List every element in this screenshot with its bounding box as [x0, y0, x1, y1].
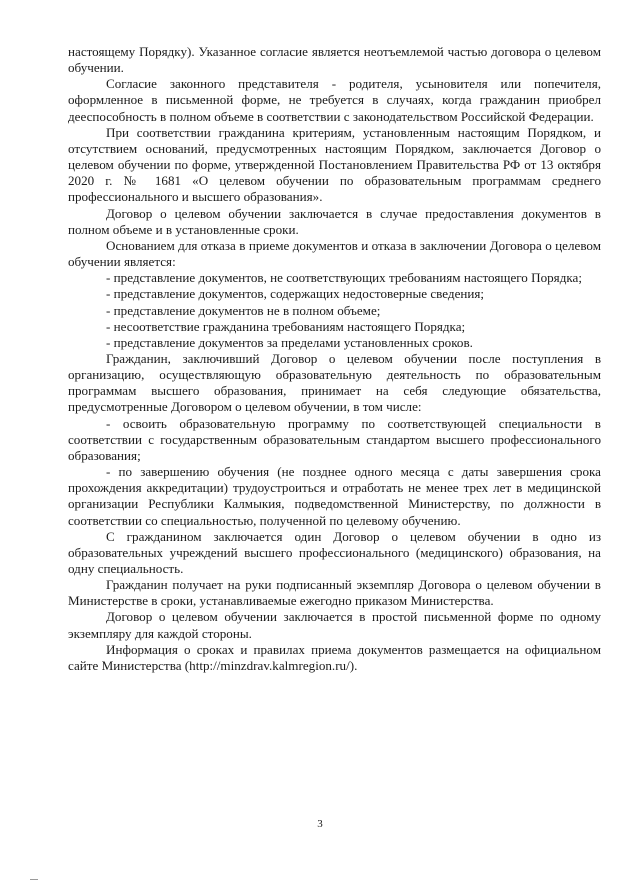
paragraph: Гражданин, заключивший Договор о целевом обучении после поступления в организацию, осуществляющую образовательную деятельность по образовательным программам высшего образования, принимает на себя следующие обязательства, предусмотренные Договором о целевом обучении, в том числе:: [68, 350, 601, 415]
list-item: - по завершению обучения (не позднее одного месяца с даты завершения срока прохождения аккредитации) трудоустроиться и отработать не менее трех лет в медицинской организации Республики Калмыкия, подведомственной Министерству, по должности в соответствии со специальностью, полученной по целевому обучению.: [68, 464, 601, 528]
paragraph: С гражданином заключается один Договор о целевом обучении в одно из образовательных учреждений высшего профессионального (медицинского) образования, на одну специальность.: [68, 528, 601, 576]
list-item: - представление документов за пределами установленных сроков.: [106, 334, 473, 350]
paragraph: Основанием для отказа в приеме документов и отказа в заключении Договора о целевом обучении является:: [68, 237, 601, 270]
paragraph: Информация о сроках и правилах приема документов размещается на официальном сайте Министерства (http://minzdrav.kalmregion.ru/).: [68, 641, 601, 673]
list-item: - освоить образовательную программу по соответствующей специальности в соответствии с государственным образовательным стандартом высшего профессионального образования;: [68, 415, 601, 463]
list-item: - представление документов не в полном объеме;: [106, 302, 381, 318]
list-item: - несоответствие гражданина требованиям настоящего Порядка;: [106, 318, 466, 334]
paragraph: Договор о целевом обучении заключается в случае предоставления документов в полном объеме и в установленные сроки.: [68, 205, 601, 237]
page-number: 3: [317, 818, 323, 830]
list-item: - представление документов, не соответствующих требованиям настоящего Порядка;: [106, 270, 582, 286]
paragraph: настоящему Порядку). Указанное согласие является неотъемлемой частью договора о целевом обучении.: [68, 44, 601, 76]
paragraph: Гражданин получает на руки подписанный экземпляр Договора о целевом обучении в Министерстве в сроки, устанавливаемые ежегодно приказом Министерства.: [68, 577, 601, 609]
list-item: - представление документов, содержащих недостоверные сведения;: [106, 286, 485, 302]
document-page: [68, 44, 601, 674]
paragraph: Договор о целевом обучении заключается в простой письменной форме по одному экземпляру для каждой стороны.: [68, 609, 601, 641]
scan-mark: [30, 879, 38, 880]
paragraph: Согласие законного представителя - родителя, усыновителя или попечителя, оформленное в письменной форме, не требуется в случаях, когда гражданин приобрел дееспособность в полном объеме в соответствии с законодательством Российской Федерации.: [68, 76, 601, 124]
paragraph: При соответствии гражданина критериям, установленным настоящим Порядком, и отсутствием оснований, предусмотренных настоящим Порядком, заключается Договор о целевом обучении по форме, утвержденной Постановлением Правительства РФ от 13 октября 2020 г. № 1681 «О целевом обучении по образовательным программам среднего профессионального и высшего образования».: [68, 124, 601, 205]
